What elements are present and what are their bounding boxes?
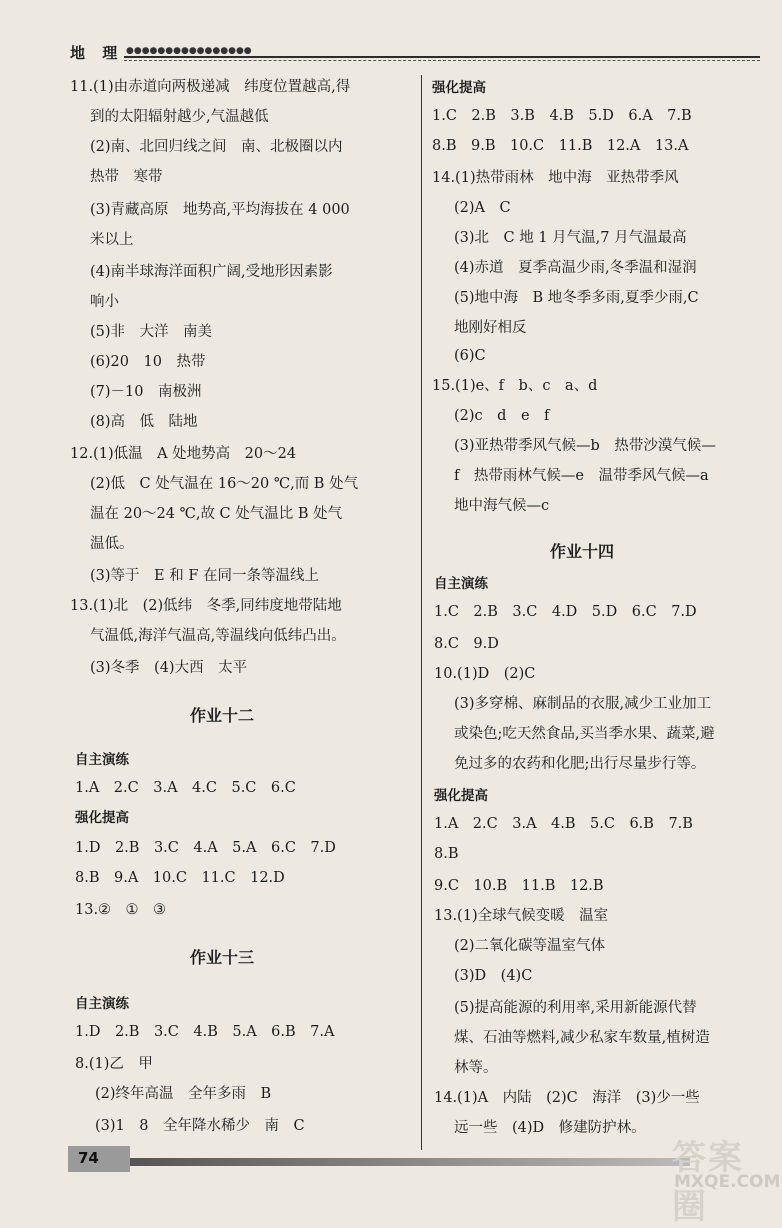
section-title: 作业十二 (190, 706, 255, 725)
answer-line: 12.(1)低温 A 处地势高 20～24 (70, 446, 297, 462)
answer-line: 1.C 2.B 3.C 4.D 5.D 6.C 7.D (434, 604, 697, 620)
answer-line: 气温低,海洋气温高,等温线向低纬凸出。 (90, 628, 346, 644)
answer-line: (6)20 10 热带 (90, 354, 206, 370)
answer-line: 林等。 (454, 1060, 498, 1076)
answer-line: (3)D (4)C (454, 968, 533, 984)
page-header (70, 40, 760, 70)
header-dots: ●●●●●●●●●●●●●●●● (126, 46, 252, 56)
answer-line: (3)青藏高原 地势高,平均海拔在 4 000 (90, 202, 350, 218)
answer-line: (3)多穿棉、麻制品的衣服,减少工业加工 (454, 696, 712, 712)
answer-line: (3)亚热带季风气候—b 热带沙漠气候— (454, 438, 716, 454)
answer-line: (5)提高能源的利用率,采用新能源代替 (454, 1000, 697, 1016)
answer-line: (4)赤道 夏季高温少雨,冬季温和湿润 (454, 260, 697, 276)
answer-line: 地中海气候—c (454, 498, 550, 514)
answer-line: 9.C 10.B 11.B 12.B (434, 878, 604, 894)
answer-line: (3)1 8 全年降水稀少 南 C (95, 1118, 305, 1134)
footer-bar (130, 1158, 690, 1166)
answer-line: 13.② ① ③ (75, 902, 167, 918)
watermark-logo (672, 1130, 781, 1227)
section-heading: 自主演练 (75, 996, 129, 1012)
answer-line: (6)C (454, 348, 486, 364)
answer-line: 响小 (90, 294, 119, 310)
answer-line: 热带 寒带 (90, 169, 163, 185)
section-heading: 自主演练 (434, 576, 488, 592)
answer-line: 米以上 (90, 232, 134, 248)
answer-line: 8.B 9.B 10.C 11.B 12.A 13.A (432, 138, 689, 154)
answer-line: 8.(1)乙 甲 (75, 1056, 153, 1072)
answer-line: (2)低 C 处气温在 16～20 ℃,而 B 处气 (90, 476, 359, 492)
answer-line: 14.(1)A 内陆 (2)C 海洋 (3)少一些 (434, 1090, 700, 1106)
section-heading: 强化提高 (432, 80, 486, 96)
answer-line: (3)等于 E 和 F 在同一条等温线上 (90, 568, 320, 584)
watermark-url: MXQE.COM (674, 1172, 781, 1192)
answer-line: 15.(1)e、f b、c a、d (432, 378, 598, 394)
answer-line: (2)二氧化碳等温室气体 (454, 938, 606, 954)
answer-line: 免过多的农药和化肥;出行尽量步行等。 (454, 756, 706, 772)
answer-line: 8.B (434, 846, 459, 862)
answer-line: 地刚好相反 (454, 320, 527, 336)
answer-line: 10.(1)D (2)C (434, 666, 536, 682)
answer-line: 煤、石油等燃料,减少私家车数量,植树造 (454, 1030, 710, 1046)
answer-line: 1.A 2.C 3.A 4.C 5.C 6.C (75, 780, 296, 796)
answer-line: (3)北 C 地 1 月气温,7 月气温最高 (454, 230, 687, 246)
answer-line: (3)冬季 (4)大西 太平 (90, 660, 248, 676)
header-rule (124, 56, 760, 58)
answer-line: 11.(1)由赤道向两极递减 纬度位置越高,得 (70, 79, 351, 95)
answer-line: (5)地中海 B 地冬季多雨,夏季少雨,C (454, 290, 699, 306)
section-heading: 自主演练 (75, 752, 129, 768)
answer-line: (2)A C (454, 200, 511, 216)
answer-line: 13.(1)全球气候变暖 温室 (434, 908, 609, 924)
answer-line: 1.D 2.B 3.C 4.A 5.A 6.C 7.D (75, 840, 336, 856)
section-heading: 强化提高 (434, 788, 488, 804)
answer-line: 远一些 (4)D 修建防护林。 (454, 1120, 646, 1136)
answer-line: 温在 20～24 ℃,故 C 处气温比 B 处气 (90, 506, 343, 522)
section-title: 作业十四 (550, 542, 615, 561)
answer-line: (7)－10 南极洲 (90, 384, 202, 400)
header-dashed-rule (124, 60, 760, 61)
page-number: 74 (78, 1149, 99, 1167)
answer-line: 温低。 (90, 536, 134, 552)
answer-line: 1.C 2.B 3.B 4.B 5.D 6.A 7.B (432, 108, 692, 124)
answer-line: 1.A 2.C 3.A 4.B 5.C 6.B 7.B (434, 816, 693, 832)
answer-line: (2)c d e f (454, 408, 550, 424)
subject-label: 地 理 (70, 44, 124, 62)
section-title: 作业十三 (190, 948, 255, 967)
answer-line: 13.(1)北 (2)低纬 冬季,同纬度地带陆地 (70, 598, 342, 614)
column-divider (421, 75, 422, 1150)
answer-line: f 热带雨林气候—e 温带季风气候—a (454, 468, 709, 484)
answer-line: (5)非 大洋 南美 (90, 324, 213, 340)
answer-line: 8.C 9.D (434, 636, 499, 652)
answer-line: (2)南、北回归线之间 南、北极圈以内 (90, 139, 343, 155)
answer-line: 1.D 2.B 3.C 4.B 5.A 6.B 7.A (75, 1024, 335, 1040)
answer-line: 或染色;吃天然食品,买当季水果、蔬菜,避 (454, 726, 715, 742)
answer-line: (4)南半球海洋面积广阔,受地形因素影 (90, 264, 333, 280)
watermark-text: 答案圈 (672, 1138, 744, 1227)
answer-line: (2)终年高温 全年多雨 B (95, 1086, 272, 1102)
answer-line: 8.B 9.A 10.C 11.C 12.D (75, 870, 285, 886)
answer-line: 到的太阳辐射越少,气温越低 (90, 109, 269, 125)
answer-line: 14.(1)热带雨林 地中海 亚热带季风 (432, 170, 679, 186)
section-heading: 强化提高 (75, 810, 129, 826)
answer-line: (8)高 低 陆地 (90, 414, 198, 430)
